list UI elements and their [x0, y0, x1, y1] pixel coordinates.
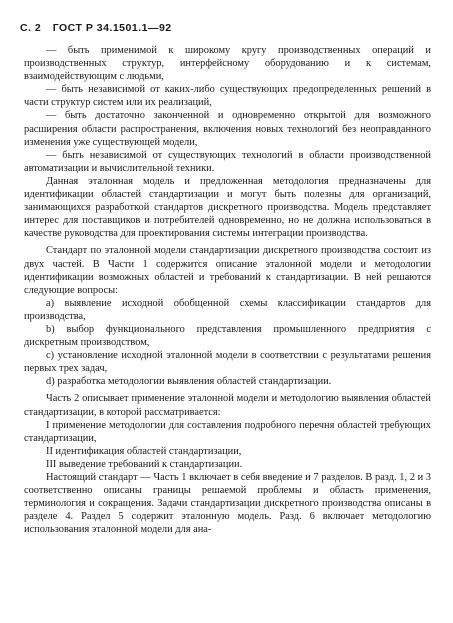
paragraph: Данная эталонная модель и предложенная методология предназначены для идентификации областей стандартизации и могут быть полезны для организаций, занимающихся разработкой стандартов дискретного производства. Модель представляет интерес для поставщиков и потребителей одновременно, но не должна использоваться в качестве руководства для проектирования системы интеграции производства. [24, 175, 431, 240]
paragraph: — быть независимой от каких-либо существующих предопределенных решений в части структур систем или их реализаций, [24, 84, 431, 109]
page-number: С. 2 [20, 22, 42, 34]
paragraph: Настоящий стандарт — Часть 1 включает в себя введение и 7 разделов. В разд. 1, 2 и 3 соответственно описаны границы решаемой проблемы и область применения, терминология и сокращения. Задачи стандартизации дискретного производства описаны в разделе 4. Раздел 5 содержит эталонную модель. Разд. 6 включает методологию использования эталонной модели для ана- [24, 472, 431, 536]
paragraph: — быть применимой к широкому кругу производственных операций и производственных структур, интерфейсному оборудованию и к системам, взаимодействующим с людьми, [24, 45, 431, 83]
list-item: I применение методологии для составления подробного перечня областей требующих стандартизации, [24, 419, 431, 444]
list-item: d) разработка методологии выявления областей стандартизации. [46, 376, 332, 388]
list-item: c) установление исходной эталонной модели в соответствии с результатами решения первых трех задач, [24, 350, 431, 375]
list-item: a) выявление исходной обобщенной схемы классификации стандартов для производства, [24, 297, 431, 322]
standard-designation: ГОСТ Р 34.1501.1—92 [52, 22, 172, 34]
paragraph: — быть независимой от существующих технологий в области производственной автоматизации и вычислительной техники. [24, 149, 431, 174]
document-body [24, 44, 431, 536]
paragraph: Часть 2 описывает применение эталонной модели и методологию выявления областей стандартизации, в которой рассматривается: [24, 393, 431, 418]
list-item: III выведение требований к стандартизации. [46, 458, 243, 470]
paragraph: — быть достаточно законченной и одновременно открытой для возможного расширения области распространения, включения новых технологий без неоправданного изменения уже существующей модели, [24, 110, 431, 148]
list-item: b) выбор функционального представления промышленного предприятия с дискретным производством, [24, 323, 431, 349]
paragraph: Стандарт по эталонной модели стандартизации дискретного производства состоит из двух частей. В Части 1 содержится описание эталонной модели и методологии идентификации возможных областей и требований к стандартизации. В ней решаются следующие вопросы: [24, 245, 431, 296]
list-item: II идентификация областей стандартизации, [46, 445, 242, 457]
page-header [20, 22, 172, 34]
